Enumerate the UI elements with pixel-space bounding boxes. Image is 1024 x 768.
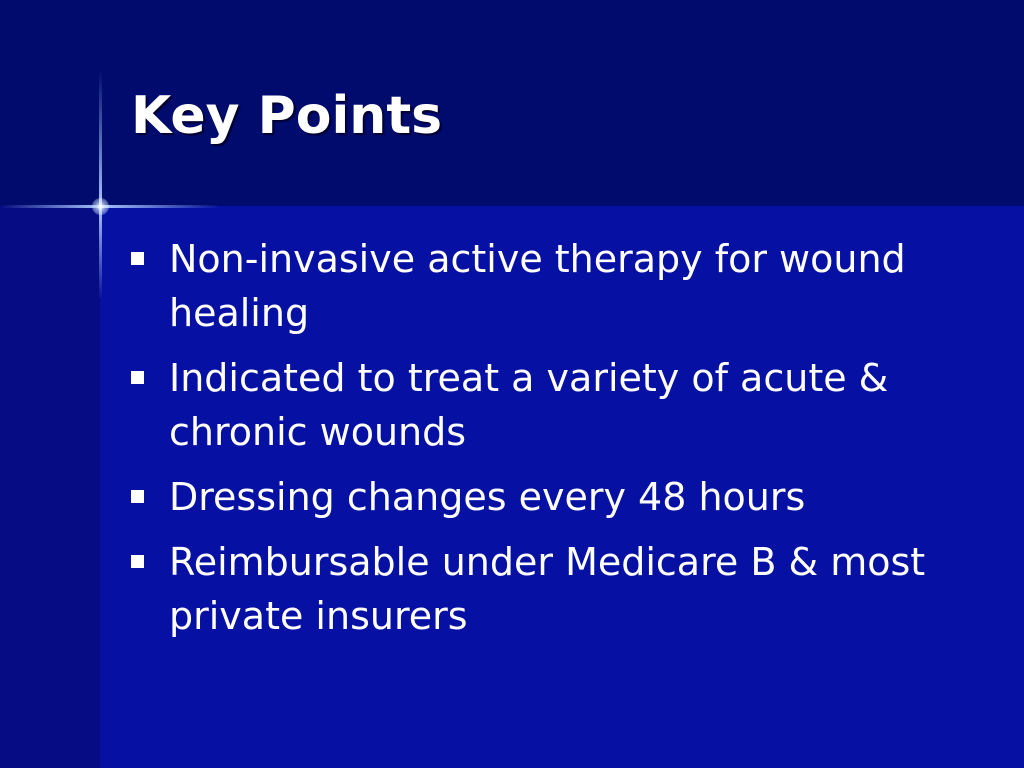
bullet-text: Dressing changes every 48 hours xyxy=(169,475,806,519)
flare-vertical xyxy=(99,70,102,300)
bullet-text: Indicated to treat a variety of acute & chronic wounds xyxy=(169,356,889,454)
bullet-text: Reimbursable under Medicare B & most private insurers xyxy=(169,540,926,638)
flare-horizontal xyxy=(0,205,220,208)
bullet-text: Non-invasive active therapy for wound healing xyxy=(169,237,906,335)
bullet-item xyxy=(131,470,961,524)
flare-core xyxy=(92,198,109,215)
square-bullet-icon xyxy=(131,490,144,503)
bullet-item xyxy=(131,351,961,459)
slide-title: Key Points xyxy=(131,86,443,146)
square-bullet-icon xyxy=(131,371,144,384)
square-bullet-icon xyxy=(131,252,144,265)
left-band xyxy=(0,206,100,768)
bullet-list xyxy=(131,232,961,654)
bullet-item xyxy=(131,232,961,340)
bullet-item xyxy=(131,535,961,643)
square-bullet-icon xyxy=(131,555,144,568)
